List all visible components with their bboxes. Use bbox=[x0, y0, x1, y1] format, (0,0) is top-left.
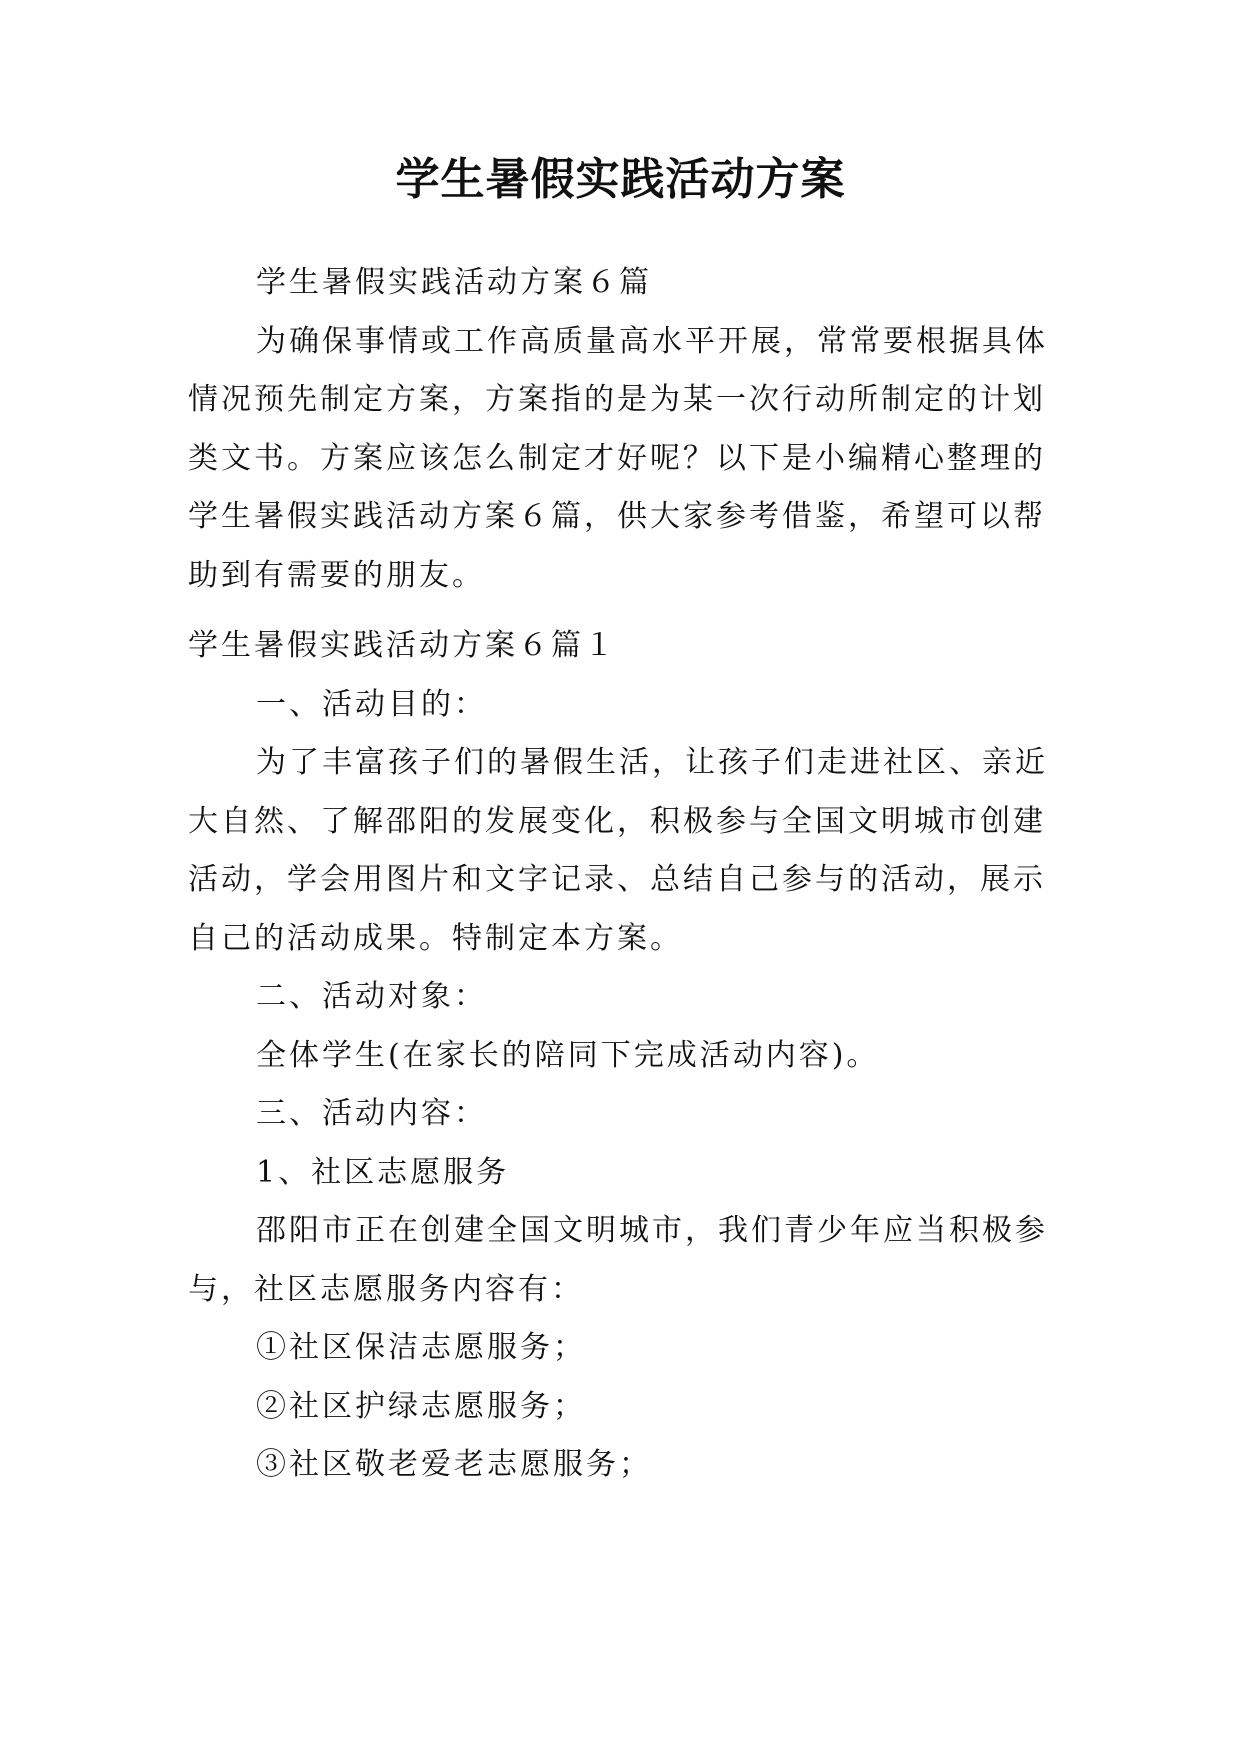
section-line: 自己的活动成果。特制定本方案。 bbox=[188, 920, 683, 956]
section-line: 三、活动内容： bbox=[256, 1096, 487, 1131]
list-item: ②社区护绿志愿服务； bbox=[256, 1388, 586, 1424]
intro-line: 情况预先制定方案，方案指的是为某一次行动所制定的计划 bbox=[188, 382, 1046, 417]
intro-block bbox=[188, 254, 1058, 605]
intro-line: 类文书。方案应该怎么制定才好呢？以下是小编精心整理的 bbox=[188, 440, 1046, 476]
document-title: 学生暑假实践活动方案 bbox=[395, 154, 846, 205]
intro-line: 助到有需要的朋友。 bbox=[188, 557, 485, 593]
section-line: 二、活动对象： bbox=[256, 979, 487, 1014]
section-line: 与，社区志愿服务内容有： bbox=[188, 1271, 584, 1307]
section-1-block bbox=[188, 617, 1058, 1495]
section-line: 全体学生(在家长的陪同下完成活动内容)。 bbox=[256, 1037, 880, 1073]
intro-line: 学生暑假实践活动方案６篇，供大家参考借鉴，希望可以帮 bbox=[188, 499, 1046, 534]
section-line: 一、活动目的： bbox=[256, 686, 487, 722]
list-item: ①社区保洁志愿服务； bbox=[256, 1330, 586, 1365]
section-line: 为了丰富孩子们的暑假生活，让孩子们走进社区、亲近 bbox=[256, 745, 1048, 780]
section-heading: 学生暑假实践活动方案６篇１ bbox=[188, 628, 617, 663]
section-line: 大自然、了解邵阳的发展变化，积极参与全国文明城市创建 bbox=[188, 803, 1046, 839]
section-line: 邵阳市正在创建全国文明城市，我们青少年应当积极参 bbox=[256, 1213, 1048, 1248]
section-line: 1、社区志愿服务 bbox=[256, 1154, 510, 1190]
list-item: ③社区敬老爱老志愿服务； bbox=[256, 1447, 652, 1482]
intro-subtitle: 学生暑假实践活动方案６篇 bbox=[256, 265, 652, 300]
intro-line: 为确保事情或工作高质量高水平开展，常常要根据具体 bbox=[256, 323, 1048, 359]
section-line: 活动，学会用图片和文字记录、总结自己参与的活动，展示 bbox=[188, 862, 1046, 897]
